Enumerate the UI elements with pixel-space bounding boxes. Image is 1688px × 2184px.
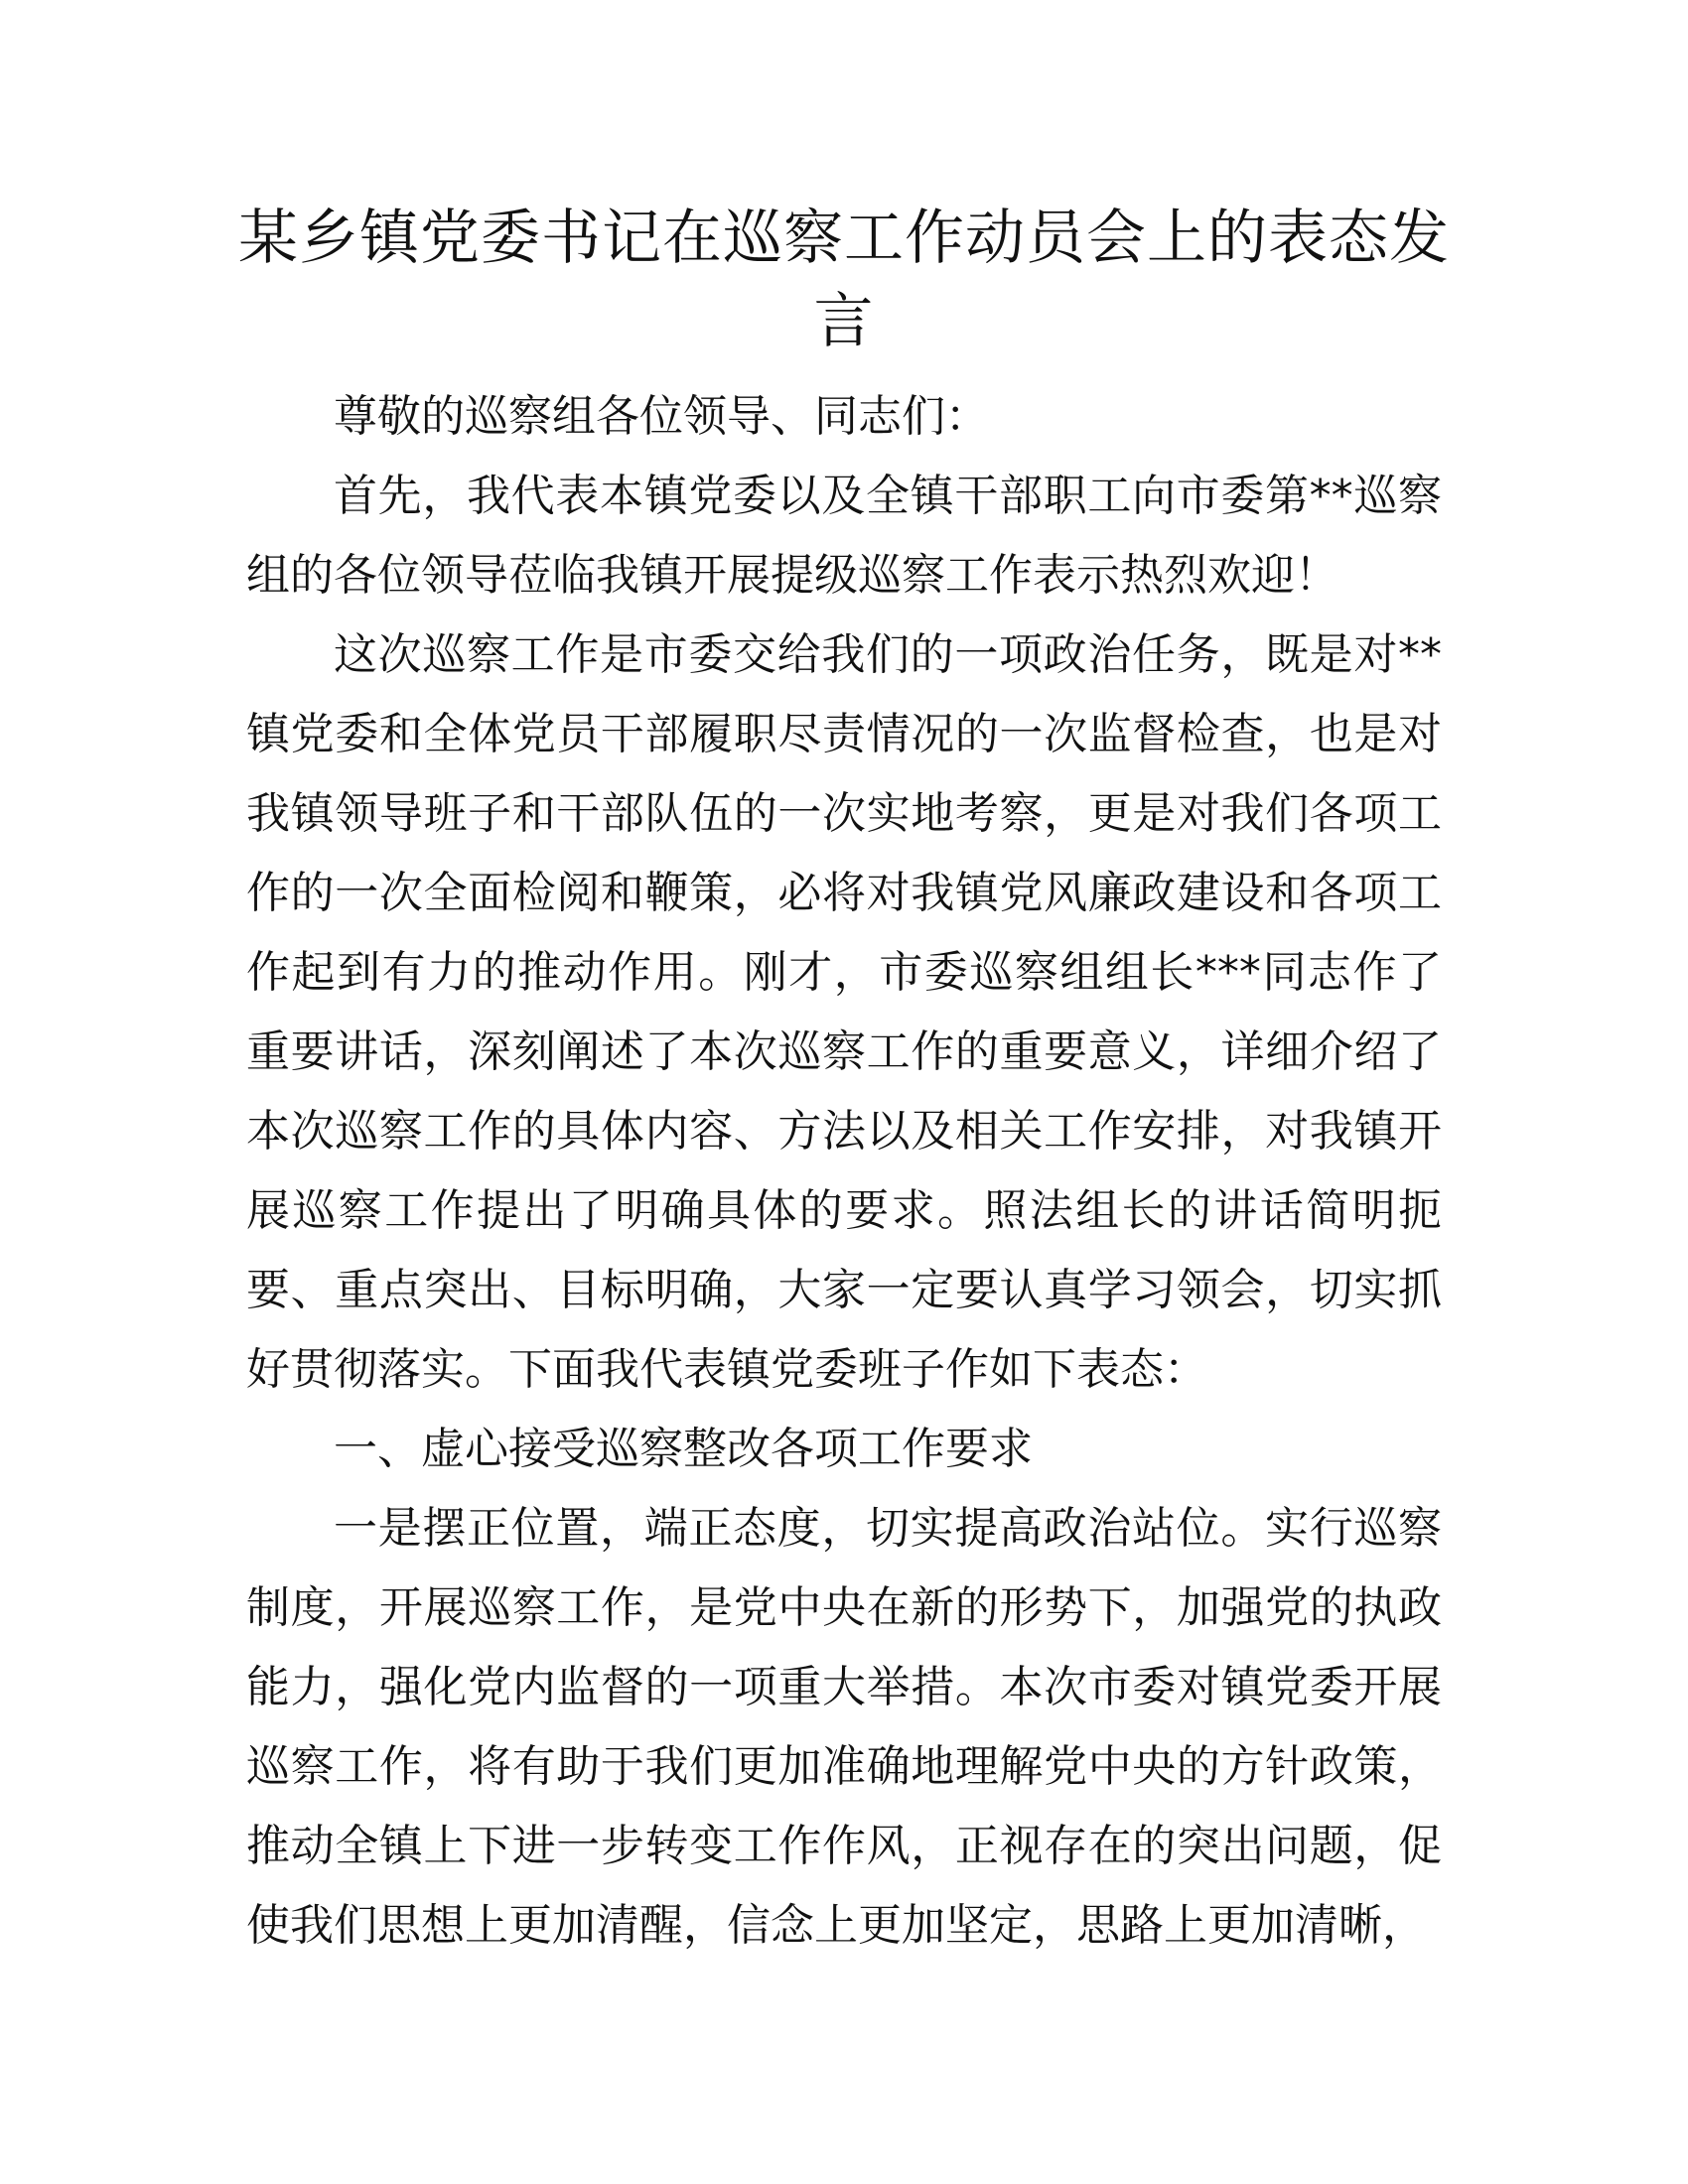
paragraph-section-one: 一是摆正位置，端正态度，切实提高政治站位。实行巡察制度，开展巡察工作，是党中央在新的形势下，加强党的执政能力，强化党内监督的一项重大举措。本次市委对镇党委开展巡察工作，将有助于我们更加准确地理解党中央的方针政策，推动全镇上下进一步转变工作作风，正视存在的突出问题，促使我们思想上更加清醒，信念上更加坚定，思路上更加清晰， bbox=[246, 1503, 1442, 1951]
salutation: 尊敬的巡察组各位领导、同志们： bbox=[334, 391, 989, 442]
paragraph-welcome: 首先，我代表本镇党委以及全镇干部职工向市委第**巡察组的各位领导莅临我镇开展提级巡察工作表示热烈欢迎！ bbox=[246, 471, 1442, 601]
section-heading: 一、虚心接受巡察整改各项工作要求 bbox=[334, 1424, 1033, 1474]
document-body bbox=[246, 377, 1442, 1966]
document-title: 某乡镇党委书记在巡察工作动员会上的表态发言 bbox=[238, 204, 1450, 356]
paragraph-inspection-significance: 这次巡察工作是市委交给我们的一项政治任务，既是对**镇党委和全体党员干部履职尽责情况的一次监督检查，也是对我镇领导班子和干部队伍的一次实地考察，更是对我们各项工作的一次全面检阅和鞭策，必将对我镇党风廉政建设和各项工作起到有力的推动作用。刚才，市委巡察组组长***同志作了重要讲话，深刻阐述了本次巡察工作的重要意义，详细介绍了本次巡察工作的具体内容、方法以及相关工作安排，对我镇开展巡察工作提出了明确具体的要求。照法组长的讲话简明扼要、重点突出、目标明确，大家一定要认真学习领会，切实抓好贯彻落实。下面我代表镇党委班子作如下表态： bbox=[246, 629, 1442, 1395]
